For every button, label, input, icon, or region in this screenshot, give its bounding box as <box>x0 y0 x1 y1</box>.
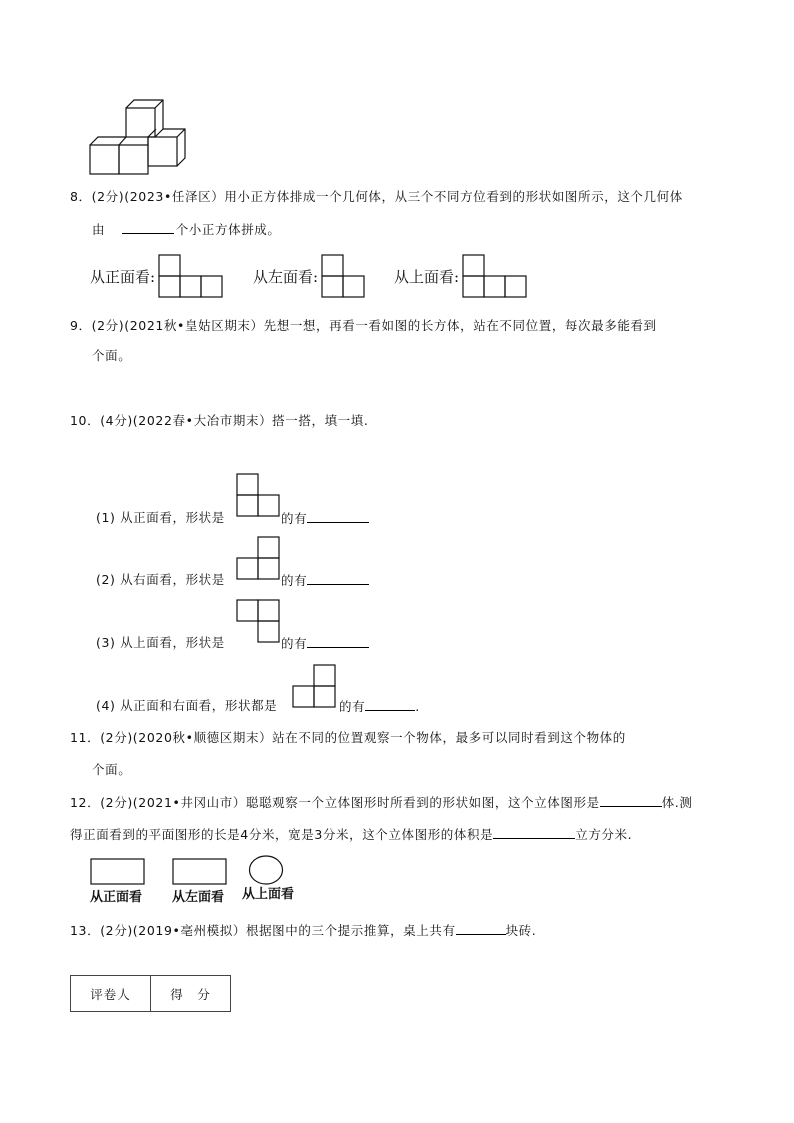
view-left-figure <box>321 254 369 299</box>
q12-caption-left: 从左面看 <box>172 889 225 904</box>
q12-line2 <box>70 826 632 843</box>
q10-item2-suffix-text: 的有 <box>281 573 308 588</box>
view-front-figure <box>158 254 226 299</box>
view-front-label: 从正面看: <box>90 268 156 286</box>
q10-item3-shape <box>236 599 282 644</box>
q8-line2 <box>92 221 281 238</box>
q8-line1: 8．(2分)(2023•任泽区）用小正方体排成一个几何体，从三个不同方位看到的形状如图所示，这个几何体 <box>70 189 683 204</box>
q10-item1-shape <box>236 473 282 518</box>
q12-front-rect <box>90 858 146 886</box>
q13-answer-blank[interactable] <box>456 922 506 935</box>
q10-item3-suffix-text: 的有 <box>281 636 308 651</box>
q10-item2-prefix: (2) 从右面看，形状是 <box>96 572 225 587</box>
q12-shape-blank[interactable] <box>600 794 662 807</box>
q12-caption-front: 从正面看 <box>90 889 143 904</box>
score-cell[interactable]: 得 分 <box>170 986 211 1002</box>
reviewer-cell: 评卷人 <box>71 976 151 1011</box>
q10-item4-blank[interactable] <box>365 698 415 711</box>
q10-item2-suffix <box>281 572 369 589</box>
q12-line2-suffix: 立方分米. <box>575 827 633 842</box>
q12-line2-prefix: 得正面看到的平面图形的长是4分米，宽是3分米，这个立体图形的体积是 <box>70 827 494 842</box>
q11-line1: 11．(2分)(2020秋•顺德区期末）站在不同的位置观察一个物体，最多可以同时看到这个物体的 <box>70 730 626 745</box>
cube-stack-figure <box>88 98 198 176</box>
score-table <box>70 975 231 1012</box>
q10-item4-prefix: (4) 从正面和右面看，形状都是 <box>96 698 278 713</box>
q11-line2: 个面。 <box>92 762 132 777</box>
q10-item4-shape <box>292 664 338 709</box>
q10-item2-blank[interactable] <box>307 572 369 585</box>
q12-caption-top: 从上面看 <box>242 886 295 901</box>
view-top-figure <box>462 254 530 299</box>
view-top-label: 从上面看: <box>394 268 460 286</box>
q10-item1-prefix: (1) 从正面看，形状是 <box>96 510 225 525</box>
view-left-label: 从左面看: <box>253 268 319 286</box>
q10-title: 10．(4分)(2022春•大冶市期末）搭一搭，填一填. <box>70 413 369 428</box>
q8-line2-prefix: 由 <box>92 222 106 237</box>
q10-item1-suffix-text: 的有 <box>281 511 308 526</box>
q10-item3-suffix <box>281 635 369 652</box>
q10-item1-blank[interactable] <box>307 510 369 523</box>
q10-item4-end: . <box>415 699 420 714</box>
q10-item2-shape <box>236 536 282 581</box>
q10-item3-prefix: (3) 从上面看，形状是 <box>96 635 225 650</box>
q12-volume-blank[interactable] <box>493 826 575 839</box>
q12-line1-prefix: 12．(2分)(2021•井冈山市）聪聪观察一个立体图形时所看到的形状如图，这个立体图形是 <box>70 795 600 810</box>
q10-item1-suffix <box>281 510 369 527</box>
q10-item4-suffix-text: 的有 <box>339 699 366 714</box>
q8-answer-blank[interactable] <box>122 221 174 234</box>
q12-line1-suffix: 体.测 <box>661 795 693 810</box>
q10-item4-suffix <box>339 698 420 715</box>
q13-line-prefix: 13．(2分)(2019•亳州模拟）根据图中的三个提示推算，桌上共有 <box>70 923 456 938</box>
q8-line2-suffix: 个小正方体拼成。 <box>175 222 281 237</box>
q12-line1 <box>70 794 692 811</box>
q9-line2: 个面。 <box>92 348 132 363</box>
q10-item3-blank[interactable] <box>307 635 369 648</box>
q9-line1: 9．(2分)(2021秋•皇姑区期末）先想一想，再看一看如图的长方体，站在不同位置，每次最多能看到 <box>70 318 657 333</box>
q13-line-suffix: 块砖. <box>505 923 537 938</box>
q13-line <box>70 922 536 939</box>
q12-left-rect <box>172 858 228 886</box>
